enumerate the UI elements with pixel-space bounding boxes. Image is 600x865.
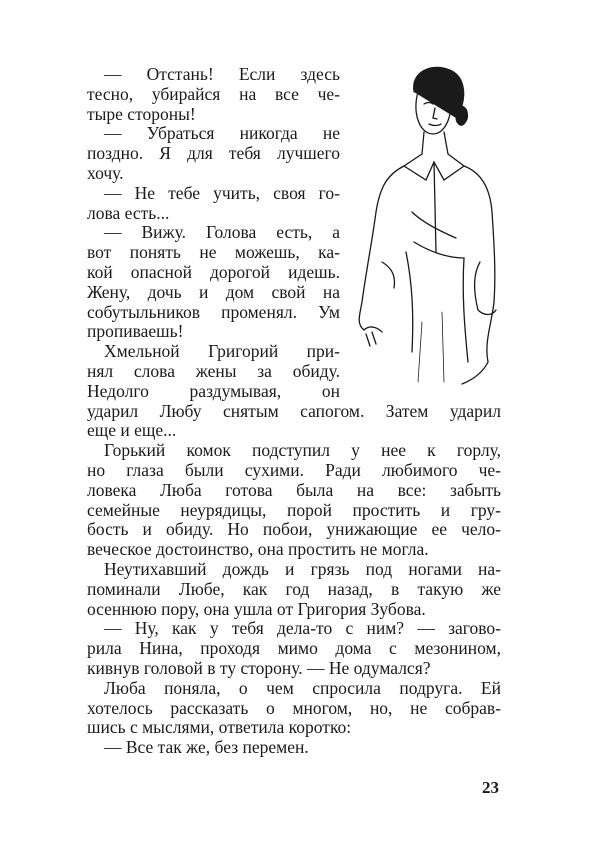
text-line: вот понять не можешь, ка- [87,242,340,263]
text-line: бость и обиду. Но побои, унижающие ее чело- [87,519,501,540]
text-line: шись с мыслями, ответила коротко: [87,717,352,738]
text-line: лова есть... [87,202,170,223]
text-line: нял слова жены за обиду. [87,361,340,381]
text-line: осеннюю пору, она ушла от Григория Зубова. [87,598,426,619]
text-line: семейные неурядицы, порой простить и гру- [87,499,501,520]
text-line: — Ну, как у тебя дела-то с ним? — загово- [104,618,501,639]
text-line: Хмельной Григорий при- [104,341,340,362]
page-number: 23 [482,778,499,797]
text-line: но глаза были сухими. Ради любимого че- [87,460,501,480]
text-line: хотелось рассказать о многом, но, не собрав- [87,697,501,718]
text-line: хочу. [87,163,124,183]
text-line: кивнув головой в ту сторону. — Не одумался? [87,658,431,678]
text-line: поздно. Я для тебя лучшего [87,143,340,164]
text-line: ловека Люба готова была на все: забыть [87,479,501,500]
text-line: Горький комок подступил у нее к горлу, [104,440,501,461]
text-line: — Все так же, без перемен. [104,737,309,758]
text-line: кой опасной дорогой идешь. [87,262,340,282]
text-line: ударил Любу снятым сапогом. Затем ударил [87,400,501,421]
text-line: — Вижу. Голова есть, а [104,222,340,243]
text-line: собутыльников променял. Ум [87,301,340,322]
text-line: пропиваешь! [87,321,184,342]
text-line: — Не тебе учить, своя го- [104,182,340,203]
woman-illustration [352,62,504,387]
text-line: веческое достоинство, она простить не могла. [87,539,429,560]
text-line: еще и еще... [87,420,177,441]
text-line: тесно, убирайся на все че- [87,83,340,104]
text-line: — Отстань! Если здесь [104,64,340,84]
text-line: Недолго раздумывая, он [87,380,340,401]
text-line: Неутихавший дождь и грязь под ногами на- [104,559,501,579]
text-line: — Убраться никогда не [104,123,340,144]
text-line: Люба поняла, о чем спросила подруга. Ей [104,677,501,698]
text-line: тыре стороны! [87,103,196,124]
text-line: рила Нина, проходя мимо дома с мезонином, [87,638,501,659]
text-line: Жену, дочь и дом свой на [87,281,340,302]
text-line: поминали Любе, как год назад, в такую же [87,578,501,599]
